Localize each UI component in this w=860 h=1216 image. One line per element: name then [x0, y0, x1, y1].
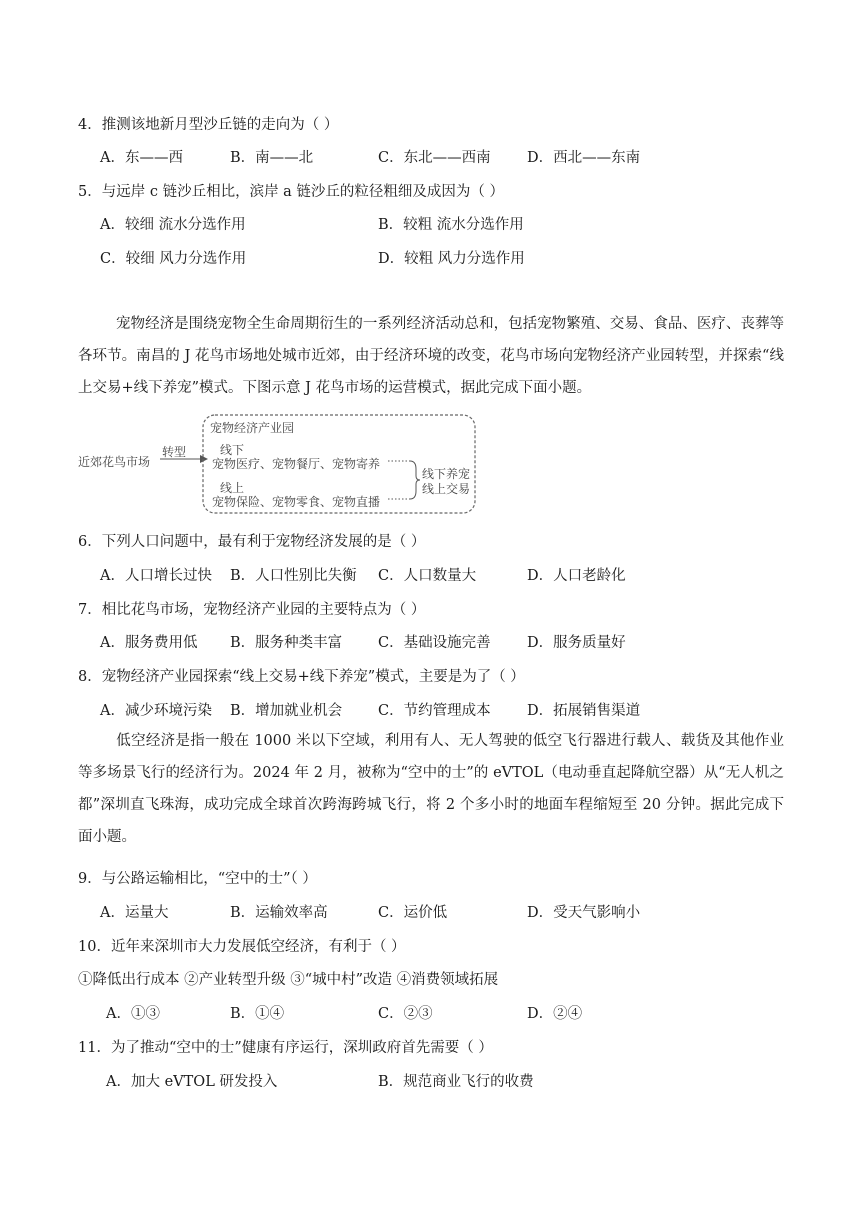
question-4-stem: 4．推测该地新月型沙丘链的走向为（ ） [78, 117, 339, 133]
question-7-option-a: A．服务费用低 [100, 635, 198, 651]
question-5-option-b: B．较粗 流水分选作用 [378, 217, 524, 233]
question-5-option-d: D．较粗 风力分选作用 [378, 251, 525, 267]
passage-low-altitude-economy: 低空经济是指一般在 1000 米以下空域，利用有人、无人驾驶的低空飞行器进行载人、载货及其他作业等多场景飞行的经济行为。2024 年 2 月，被称为“空中的士”的 eVTOL（电动垂直起降航空器）从“无人机之都”深圳直飞珠海，成功完成全球首次跨海跨城飞行，将 2 个多小时的地面车程缩短至 20 分钟。据此完成下面小题。 [78, 733, 784, 845]
question-7-option-b: B．服务种类丰富 [230, 635, 343, 651]
passage-pet-economy: 宠物经济是围绕宠物全生命周期衍生的一系列经济活动总和，包括宠物繁殖、交易、食品、医疗、丧葬等各环节。南昌的 J 花鸟市场地处城市近郊，由于经济环境的改变，花鸟市场向宠物经济产业园转型，并探索“线上交易+线下养宠”模式。下图示意 J 花鸟市场的运营模式，据此完成下面小题。 [78, 316, 784, 396]
question-10-items: ①降低出行成本 ②产业转型升级 ③“城中村”改造 ④消费领域拓展 [78, 972, 499, 988]
question-7-stem: 7．相比花鸟市场，宠物经济产业园的主要特点为（ ） [78, 602, 426, 618]
question-8-option-a: A．减少环境污染 [100, 703, 212, 719]
question-10-option-c: C．②③ [378, 1006, 433, 1022]
question-10-option-b: B．①④ [230, 1006, 285, 1022]
pet-market-model-diagram [78, 413, 480, 517]
question-10-option-a: A．①③ [106, 1006, 160, 1022]
question-9-option-a: A．运量大 [100, 905, 169, 921]
diagram-mode-line-1: 线下养宠 [422, 467, 471, 481]
question-5-stem: 5．与远岸 c 链沙丘相比，滨岸 a 链沙丘的粒径粗细及成因为（ ） [78, 184, 505, 200]
question-8-option-b: B．增加就业机会 [230, 703, 343, 719]
question-11-option-a: A．加大 eVTOL 研发投入 [106, 1074, 278, 1090]
diagram-online-items: 宠物保险、宠物零食、宠物直播 [212, 495, 381, 509]
question-11-option-b: B．规范商业飞行的收费 [378, 1074, 534, 1090]
question-9-option-d: D．受天气影响小 [527, 905, 641, 921]
question-6-option-b: B．人口性别比失衡 [230, 568, 357, 584]
diagram-arrow-label: 转型 [162, 445, 187, 459]
diagram-offline-label: 线下 [220, 443, 245, 457]
diagram-box-title: 宠物经济产业园 [210, 421, 295, 435]
question-10-option-d: D．②④ [527, 1006, 583, 1022]
diagram-mode-line-2: 线上交易 [422, 482, 471, 496]
question-6-option-c: C．人口数量大 [378, 568, 477, 584]
question-4-option-b: B．南——北 [230, 150, 314, 166]
question-8-option-d: D．拓展销售渠道 [527, 703, 641, 719]
question-6-option-a: A．人口增长过快 [100, 568, 212, 584]
question-8-option-c: C．节约管理成本 [378, 703, 491, 719]
question-9-stem: 9．与公路运输相比，“空中的士”（ ） [78, 871, 317, 887]
question-4-option-d: D．西北——东南 [527, 150, 641, 166]
question-5-option-c: C．较细 风力分选作用 [100, 251, 247, 267]
question-7-option-d: D．服务质量好 [527, 635, 626, 651]
question-4-option-a: A．东——西 [100, 150, 183, 166]
diagram-offline-items: 宠物医疗、宠物餐厅、宠物寄养 [212, 457, 381, 471]
question-5-option-a: A．较细 流水分选作用 [100, 217, 246, 233]
question-8-stem: 8．宠物经济产业园探索“线上交易+线下养宠”模式，主要是为了（ ） [78, 669, 525, 685]
question-10-stem: 10．近年来深圳市大力发展低空经济，有利于（ ） [78, 939, 406, 955]
question-4-option-c: C．东北——西南 [378, 150, 491, 166]
diagram-online-label: 线上 [220, 481, 245, 495]
question-9-option-c: C．运价低 [378, 905, 448, 921]
diagram-source-label: 近郊花鸟市场 [78, 455, 151, 469]
question-7-option-c: C．基础设施完善 [378, 635, 491, 651]
question-6-option-d: D．人口老龄化 [527, 568, 626, 584]
question-9-option-b: B．运输效率高 [230, 905, 328, 921]
question-11-stem: 11．为了推动“空中的士”健康有序运行，深圳政府首先需要（ ） [78, 1040, 493, 1056]
question-6-stem: 6．下列人口问题中，最有利于宠物经济发展的是（ ） [78, 534, 426, 550]
